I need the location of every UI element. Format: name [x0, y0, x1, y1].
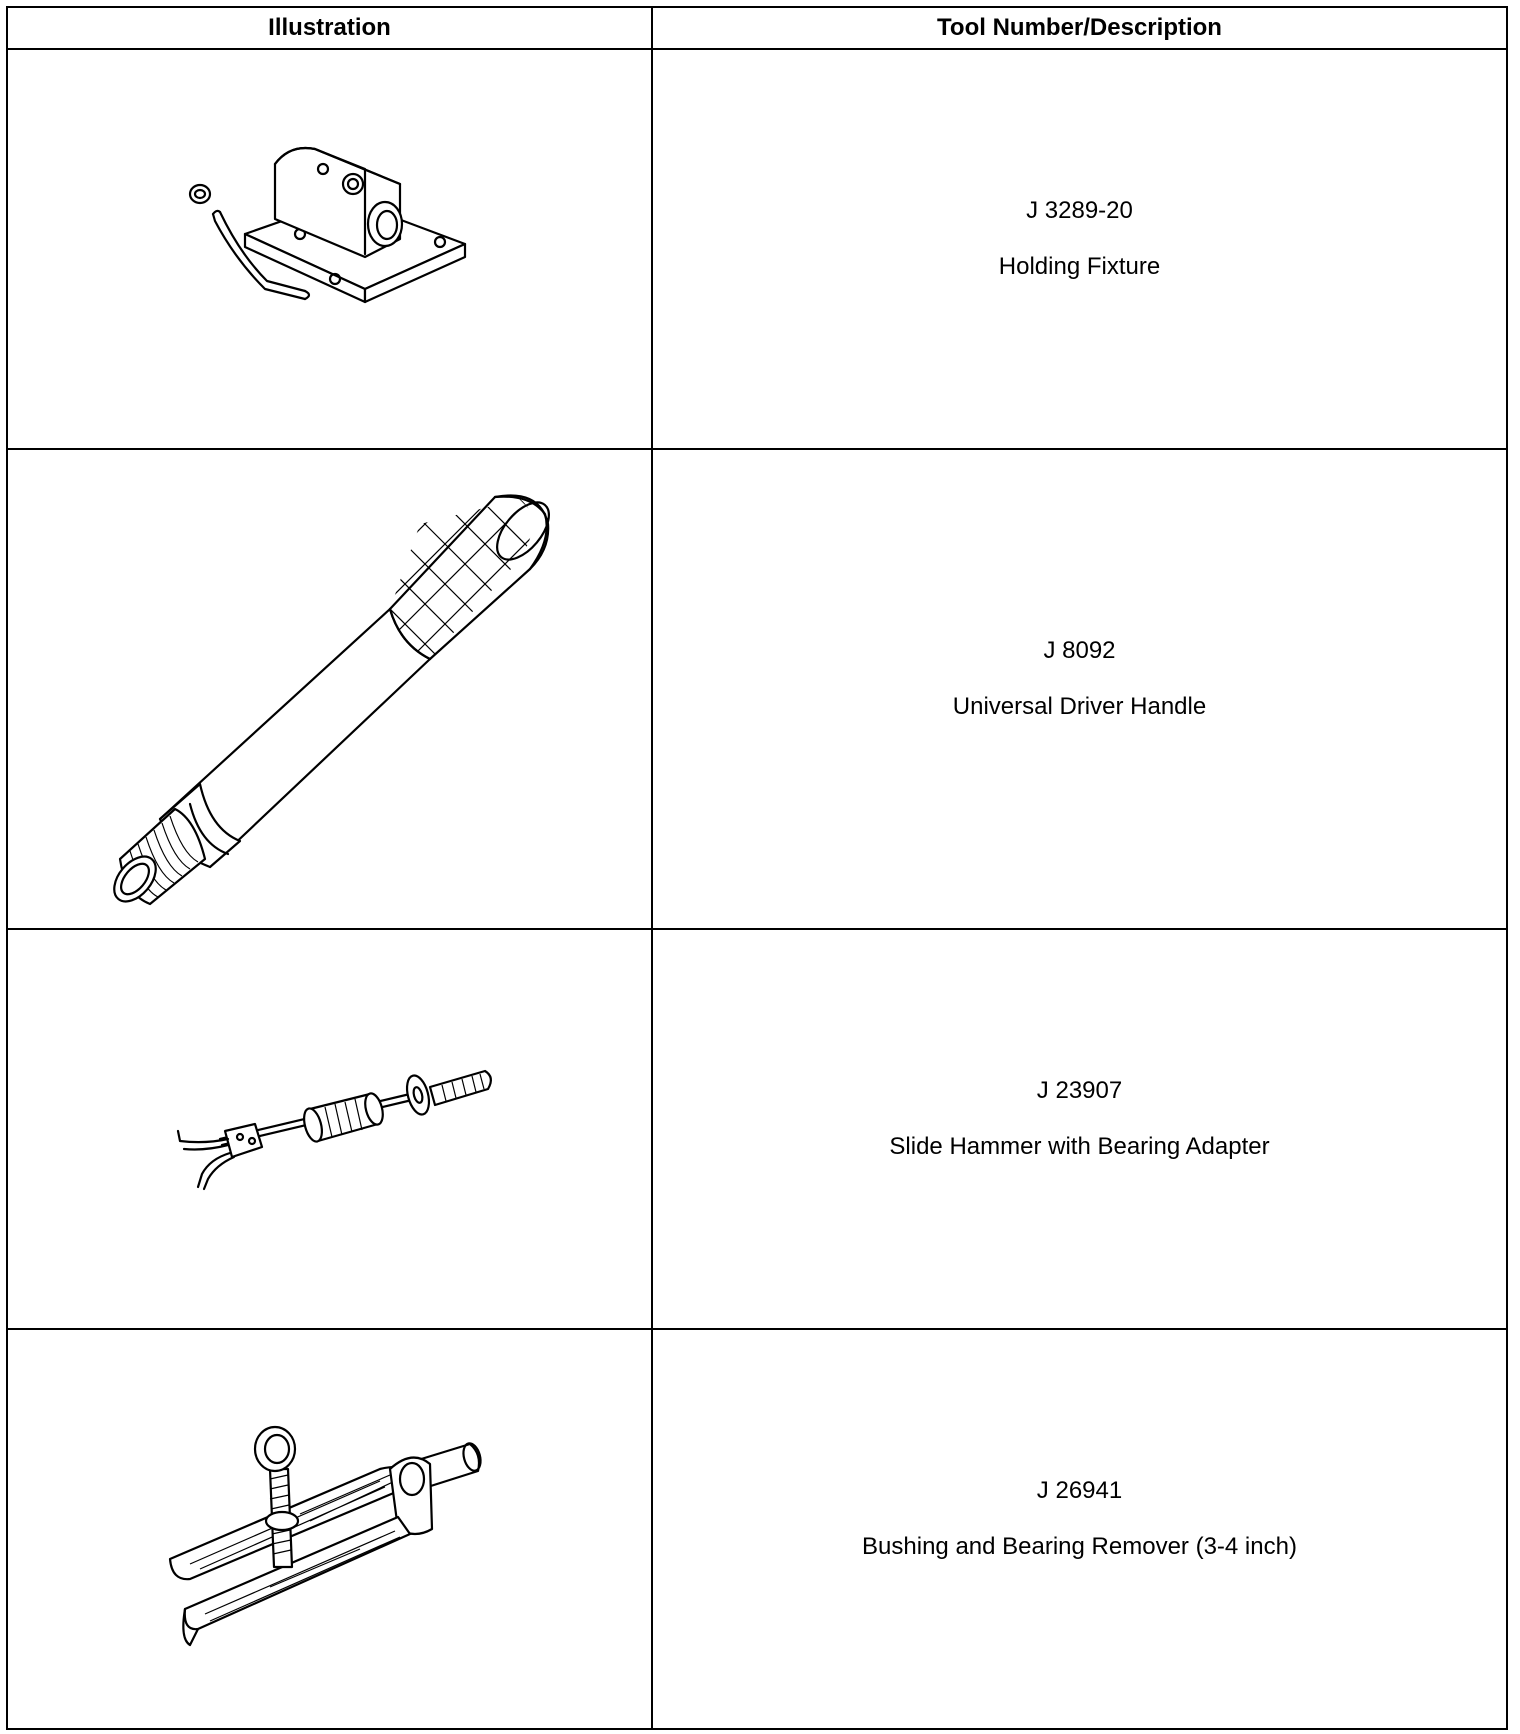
- description-cell: [652, 49, 1507, 449]
- illustration-cell: [7, 929, 652, 1329]
- holding-fixture-icon: [165, 139, 495, 359]
- table-row: [7, 929, 1507, 1329]
- tool-name: Bushing and Bearing Remover (3-4 inch): [862, 1533, 1297, 1560]
- tool-number: J 3289-20: [1026, 197, 1133, 224]
- illustration-cell: [7, 49, 652, 449]
- description-cell: [652, 1329, 1507, 1729]
- description-cell: [652, 929, 1507, 1329]
- illustration-cell: [7, 449, 652, 929]
- illustration-cell: [7, 1329, 652, 1729]
- tool-name: Universal Driver Handle: [952, 693, 1207, 720]
- driver-handle-icon: [100, 469, 560, 909]
- table-row: [7, 449, 1507, 929]
- special-tools-table: [6, 6, 1508, 1730]
- header-tool-description: Tool Number/Description: [652, 7, 1507, 49]
- header-illustration: Illustration: [7, 7, 652, 49]
- header-row: [7, 7, 1507, 49]
- tool-number: J 26941: [1036, 1477, 1123, 1504]
- slide-hammer-icon: [160, 1059, 500, 1199]
- tool-name: Slide Hammer with Bearing Adapter: [889, 1133, 1270, 1160]
- table-row: [7, 49, 1507, 449]
- tool-number: J 8092: [1043, 637, 1116, 664]
- description-cell: [652, 449, 1507, 929]
- tool-number: J 23907: [1036, 1077, 1123, 1104]
- table-row: [7, 1329, 1507, 1729]
- tool-name: Holding Fixture: [998, 253, 1161, 280]
- bearing-remover-icon: [150, 1409, 510, 1649]
